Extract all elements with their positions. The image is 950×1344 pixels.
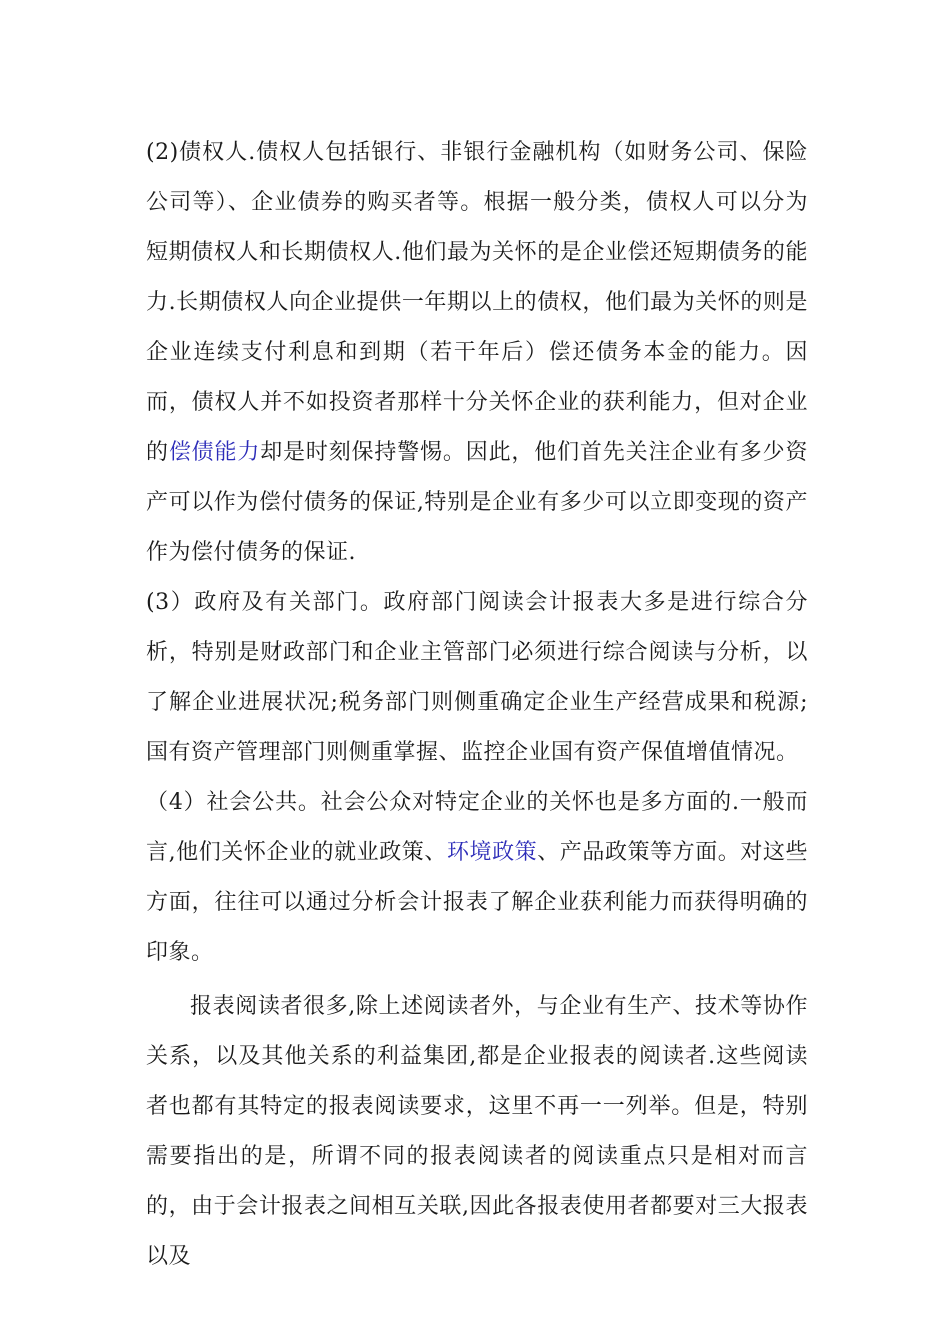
paragraph-text: （4）社会公共。社会公众对特定企业的关怀也是多方面的.一般而言,他们关怀企业的就业政策、 [146,790,808,865]
link-solvency[interactable]: 偿债能力 [168,440,261,465]
paragraph-government [146,578,808,778]
paragraph-public [146,778,808,978]
paragraph-text: (2)债权人.债权人包括银行、非银行金融机构（如财务公司、保险公司等）、企业债券的购买者等。根据一般分类，债权人可以分为短期债权人和长期债权人.他们最为关怀的是企业偿还短期债务的能力.长期债权人向企业提供一年期以上的债权，他们最为关怀的则是企业连续支付利息和到期（若干年后）偿还债务本金的能力。因而，债权人并不如投资者那样十分关怀企业的获利能力，但对企业的 [146,140,808,465]
document-body [146,128,808,1282]
paragraph-text: 、产品政策等方面。对这些方面，往往可以通过分析会计报表了解企业获利能力而获得明确的印象。 [146,840,808,965]
link-environmental-policy[interactable]: 环境政策 [446,840,538,865]
paragraph-other-readers [146,982,808,1282]
paragraph-text: 报表阅读者很多,除上述阅读者外，与企业有生产、技术等协作关系，以及其他关系的利益集团,都是企业报表的阅读者.这些阅读者也都有其特定的报表阅读要求，这里不再一一列举。但是，特别需要指出的是，所谓不同的报表阅读者的阅读重点只是相对而言的，由于会计报表之间相互关联,因此各报表使用者都要对三大报表以及 [146,994,808,1269]
paragraph-text: 却是时刻保持警惕。因此，他们首先关注企业有多少资产可以作为偿付债务的保证,特别是企业有多少可以立即变现的资产作为偿付债务的保证. [146,440,808,565]
paragraph-creditors [146,128,808,578]
paragraph-text: (3）政府及有关部门。政府部门阅读会计报表大多是进行综合分析，特别是财政部门和企业主管部门必须进行综合阅读与分析，以了解企业进展状况;税务部门则侧重确定企业生产经营成果和税源;国有资产管理部门则侧重掌握、监控企业国有资产保值增值情况。 [146,590,808,765]
